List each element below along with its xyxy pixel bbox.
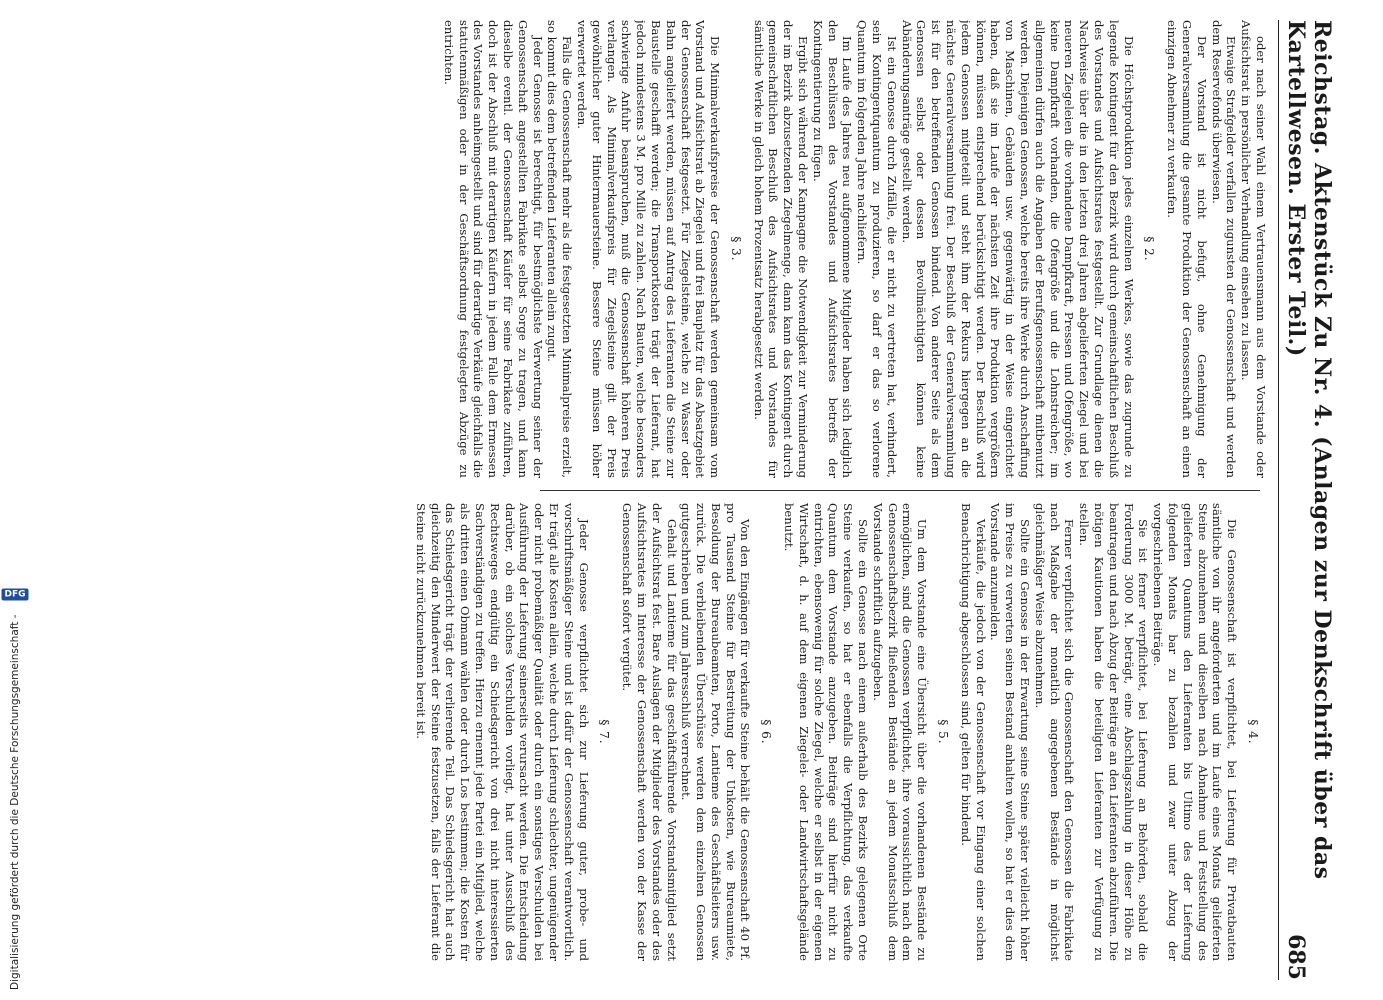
paragraph: Falls die Genossenschaft mehr als die festgesetzten Minimalpreise erzielt, so kommt dies dem betreffenden Lieferanten allein zugut. [545, 20, 575, 478]
rotated-page [82, 20, 1335, 980]
right-column [82, 491, 1268, 961]
section-heading: § 3. [728, 236, 743, 262]
page-header [1278, 20, 1335, 980]
page-title: Reichstag. Aktenstück Zu Nr. 4. (Anlagen zur Denkschrift über das Kartellwesen. Erster Teil.) [1283, 20, 1335, 880]
paragraph: Ist ein Genosse durch Zufälle, die er nicht zu vertreten hat, verhindert, sein Kontingentquantum zu produzieren, so darf er das so verlorene Quantum im folgenden Jahre nachliefern. [855, 20, 899, 478]
dfg-logo: DFG [1, 589, 28, 601]
paragraph: Der Vorstand ist nicht befugt, ohne Genehmigung der Generalversammlung die gesamte Produktion der Genossenschaft an einen einzigen Abnehmer zu verkaufen. [1165, 20, 1209, 478]
paragraph: Verkäufe, die jedoch von der Genossenschaft vor Eingang einer solchen Benachrichtigung abgeschlossen sind, gelten für bindend. [958, 503, 988, 961]
paragraph: Ergibt sich während der Kampagne die Notwendigkeit zur Verminderung der im Bezirk abzusetzenden Ziegelmenge, dann kann das Kontingent durch gemeinschaftlichen Beschluß des Aufsichtsrates und Vorstandes für sämtliche Werke in gleich hohem Prozentsatz herabgesetzt werden. [751, 20, 811, 478]
paragraph: Um dem Vorstande eine Übersicht über die vorhandenen Bestände zu ermöglichen, sind die Genossen verpflichtet, ihre voraussichtlich nach dem Genossenschaftsbezirk fließenden Bestände an jedem Monatsschluß dem Vorstande schriftlich aufzugeben. [870, 503, 930, 961]
paragraph: Ferner verpflichtet sich die Genossenschaft den Genossen die Fabrikate nach Maßgabe der monatlich angegebenen Bestände in möglichst gleichmäßiger Weise abzunehmen. [1032, 503, 1077, 961]
digitization-footer [6, 200, 24, 990]
paragraph: Etwaige Strafgelder verfallen zugunsten der Genossenschaft und werden dem Reservefonds überwiesen. [1209, 20, 1239, 478]
section-heading: § 4. [1246, 719, 1260, 745]
paragraph: Die Minimalverkaufspreise der Genossenschaft werden gemeinsam vom Vorstand und Aufsichtsrat ab Ziegelei und frei Bauplatz für das Absatzgebiet der Genossenschaft festgesetzt. Für Ziegelsteine, welche zu Wasser oder Bahn angeliefert werden, müssen auf Antrag des Lieferanten die Steine zur Baustelle geschafft werden; die Transportkosten trägt der Lieferant, hat jedoch mindestens 3 M. pro Mille zu zahlen. Nach Bauten, welche besonders schwierige Anfuhr beanspruchen, muß die Genossenschaft höheren Preis verlangen. Als Minimalverkaufspreis für Ziegelsteine gilt der Preis gewöhnlicher guter Hintermauersteine. Bessere Steine müssen höher verwertet werden. [574, 20, 723, 478]
page-number: 685 [1283, 934, 1309, 980]
section-heading: § 5. [936, 719, 951, 745]
paragraph: Sie ist ferner verpflichtet, bei Lieferung an Behörden, sobald die Forderung 3000 M. beträgt, eine Abschlagszahlung in dieser Höhe zu beantragen und nach Abzug der Beiträge an den Lieferanten abzuführen. Die nötigen Kautionen haben die beteiligten Lieferanten zur Verfügung zu stellen. [1077, 503, 1151, 961]
paragraph: Die Genossenschaft ist verpflichtet, bei Lieferung für Privatbauten sämtliche von ihr angeforderten und im Laufe eines Monats gelieferten Steine abzunehmen und dieselben nach Abnahme und Feststellung des gelieferten Quantums den Lieferanten bis Ultimo des der Lieferung folgenden Monats bar zu bezahlen und zwar unter Abzug der vorgeschriebenen Beiträge. [1151, 503, 1240, 961]
text-columns [82, 20, 1268, 980]
section-heading: § 7. [597, 719, 612, 745]
paragraph: Gehalt und Lantieme für das geschäftsführende Vorstandsmitglied setzt der Aufsichtsrat fest. Bare Auslagen der Mitglieder des Vorstandes oder des Aufsichtsrates im Interesse der Genossenschaft werden von der Kasse der Genossenschaft sofort vergütet. [620, 503, 679, 961]
section-heading: § 2. [1142, 236, 1157, 262]
paragraph: Jeder Genosse verpflichtet sich zur Lieferung guter, probe- und vorschriftsmäßiger Steine und ist dafür der Genossenschaft verantwortlich. Er trägt alle Kosten allein, welche durch Lieferung schlechter, ungenügender oder nicht probemäßiger Qualität oder durch ein sonstiges Verschulden bei Ausführung der Lieferung seinerseits verursacht werden. Die Entscheidung darüber, ob ein solches Verschulden vorliegt, hat unter Ausschluß des Rechtsweges endgültig ein Schiedsgericht von drei nicht interessierten Sachverständigen zu treffen. Hierzu ernennt jede Partei ein Mitglied, welche als dritten einen Obmann wählen oder durch Los bestimmen; die Kosten für das Schiedsgericht trägt der verlierende Teil. Das Schiedsgericht hat auch gleichzeitig den Minderwert der Steine festzusetzen, falls der Lieferant die Steine nicht zurückzunehmen bereit ist. [413, 503, 591, 961]
paragraph: oder nach seiner Wahl einem Vertrauensmann aus dem Vorstande oder Aufsichtsrat in persönlicher Verhandlung einsehen zu lassen. [1239, 20, 1268, 478]
paragraph: Die Höchstproduktion jedes einzelnen Werkes, sowie das zugrunde zu legende Kontingent für den Bezirk wird durch gemeinschaftlichen Beschluß des Vorstandes und Aufsichtsrates festgestellt. Zur Grundlage dienen die Nachweise über die in den letzten drei Jahren abgelieferten Ziegel und bei neueren Ziegeleien die vorhandene Dampfkraft, Pressen und Ofengröße, wo keine Dampfkraft vorhanden, die Ofengröße und die Lohnstreicher; im allgemeinen dürfen auch die Angaben der Berufsgenossenschaft mitbenutzt werden. Diejenigen Genossen, welche bereits ihre Werke durch Anschaffung von Maschinen, Gebäuden usw. gegenwärtig in der Weise eingerichtet haben, daß sie im Laufe der nächsten Zeit ihre Produktion vergrößern können, müssen entsprechend berücksichtigt werden. Der Beschluß wird jedem Genossen mitgeteilt und steht ihm der Rekurs hiergegen an die nächste Generalversammlung frei. Der Beschluß der Generalversammlung ist für den betreffenden Genossen bindend. Von anderer Seite als dem Genossen selbst oder dessen Bevollmächtigten können keine Abänderungsanträge gestellt werden. [899, 20, 1136, 478]
paragraph: Von den Eingängen für verkaufte Steine behält die Genossenschaft 40 Pf. pro Tausend Steine für Bestreitung der Unkosten, wie Bureaumiete, Besoldung der Bureaubeamten, Porto, Lantieme des Geschäftsleiters usw. zurück. Die verbleibenden Überschüsse werden dem einzelnen Genossen gutgeschrieben und zum Jahresschluß verrechnet. [679, 503, 753, 961]
paragraph: Jeder Genosse ist berechtigt, für bestmöglichste Verwertung seiner der Genossenschaft angestellten Fabrikate selbst Sorge zu tragen, und kann dieselbe eventl. der Genossenschaft Käufer für seine Fabrikate zuführen, doch ist der Abschluß mit derartigen Käufern in jedem Falle dem Ermessen des Vorstandes anheimgestellt und sind für derartige Verkäufe gleichfalls die statutenmäßigen oder in der Geschäftsordnung festgelegten Abzüge zu entrichten. [441, 20, 545, 478]
paragraph: Im Laufe des Jahres neu aufgenommene Mitglieder haben sich lediglich den Beschlüssen des Vorstandes und Aufsichtsrates betreffs der Kontingentierung zu fügen. [810, 20, 855, 478]
footer-text: Digitalisierung gefördert durch die Deutsche Forschungsgemeinschaft - [9, 614, 21, 990]
paragraph: Sollte ein Genosse nach einem außerhalb des Bezirks gelegenen Orte Steine verkaufen, so hat er ebenfalls die Verpflichtung, das verkaufte Quantum dem Vorstande anzugeben. Beiträge sind hierfür nicht zu entrichten, ebensowenig für solche Ziegel, welche er selbst in der eigenen Wirtschaft, d. h. auf dem eigenen Ziegelei- oder Landwirtschaftsgelände benutzt. [782, 503, 871, 961]
paragraph: Sollte ein Genosse in der Erwartung seine Steine später vielleicht höher im Preise zu verwerten seinen Bestand anhalten wollen, so hat er dies dem Vorstande anzumelden. [988, 503, 1033, 961]
section-heading: § 6. [759, 719, 774, 745]
left-column [82, 20, 1268, 490]
